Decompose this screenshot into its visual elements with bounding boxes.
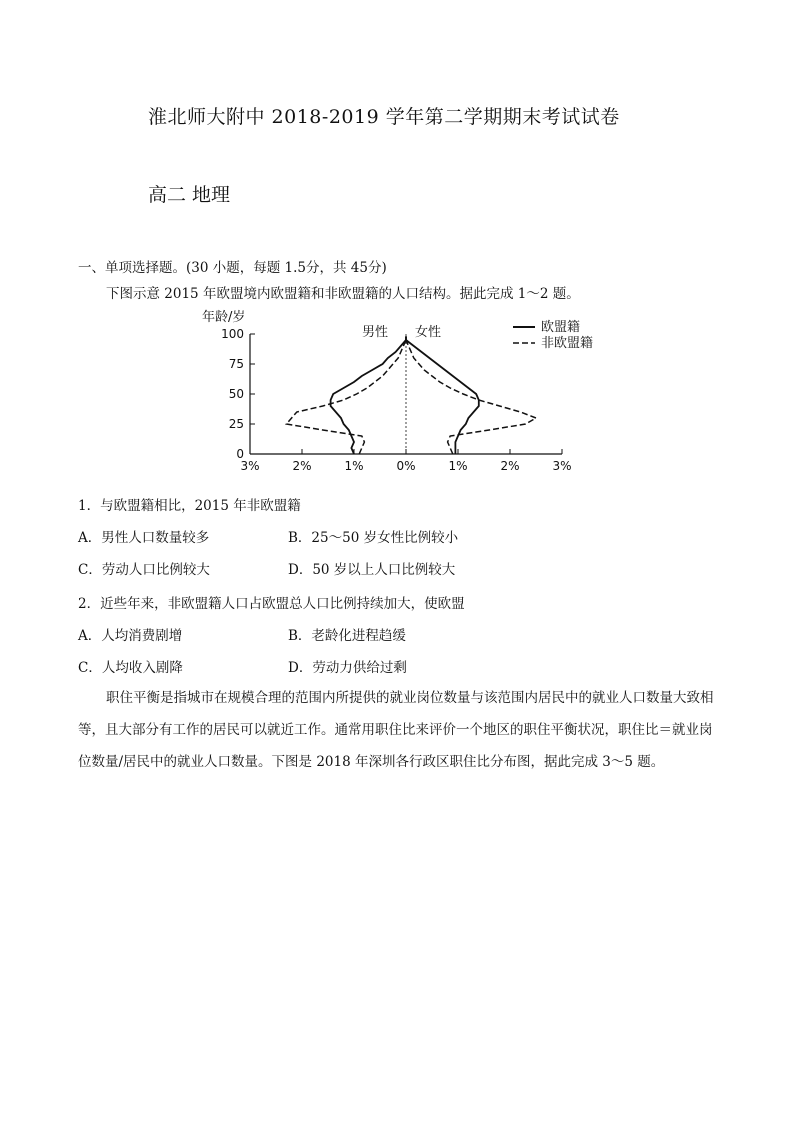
- population-pyramid-chart: [196, 306, 616, 476]
- y-tick-label: 50: [228, 387, 244, 401]
- question-2: 2．近些年来，非欧盟籍人口占欧盟总人口比例持续加大，使欧盟: [78, 596, 465, 612]
- q1-option-c: C．劳动人口比例较大: [78, 562, 210, 578]
- male-label: 男性: [362, 325, 389, 340]
- passage: [78, 682, 718, 778]
- series-line-eu-male: [331, 336, 406, 454]
- legend-noneu: 非欧盟籍: [541, 336, 594, 351]
- page-subtitle: 高二 地理: [148, 184, 231, 206]
- x-tick-label: 2%: [500, 459, 520, 473]
- x-tick-label: 2%: [292, 459, 312, 473]
- q2-option-c: C．人均收入剧降: [78, 660, 183, 676]
- passage-text: 职住平衡是指城市在规模合理的范围内所提供的就业岗位数量与该范围内居民中的就业人口数量大致相等，且大部分有工作的居民可以就近工作。通常用职住比来评价一个地区的职住平衡状况，职住比＝就业岗位数量/居民中的就业人口数量。下图是 2018 年深圳各行政区职住比分布图，据此完成 3～5 题。: [78, 690, 714, 770]
- x-tick-label: 1%: [344, 459, 364, 473]
- series-line-noneu-male: [286, 336, 406, 454]
- series-line-eu-female: [406, 336, 479, 454]
- x-tick-label: 0%: [396, 459, 416, 473]
- y-tick-label: 100: [221, 327, 244, 341]
- x-tick-label: 3%: [240, 459, 260, 473]
- q2-option-a: A．人均消费剧增: [78, 628, 183, 644]
- section-intro: 下图示意 2015 年欧盟境内欧盟籍和非欧盟籍的人口结构。据此完成 1～2 题。: [106, 286, 580, 302]
- q1-option-a: A．男性人口数量较多: [78, 530, 210, 546]
- section-heading: 一、单项选择题。(30 小题，每题 1.5分，共 45分): [78, 260, 387, 276]
- y-tick-label: 25: [228, 417, 244, 431]
- x-tick-label: 1%: [448, 459, 468, 473]
- female-label: 女性: [415, 325, 442, 340]
- q2-option-b: B．老龄化进程趋缓: [288, 628, 406, 644]
- legend-eu: 欧盟籍: [541, 320, 581, 335]
- x-tick-label: 3%: [552, 459, 572, 473]
- q1-option-d: D．50 岁以上人口比例较大: [288, 562, 456, 578]
- page-title: 淮北师大附中 2018-2019 学年第二学期期末考试试卷: [148, 106, 620, 128]
- question-1: 1．与欧盟籍相比，2015 年非欧盟籍: [78, 498, 301, 514]
- y-tick-label: 0: [236, 447, 244, 461]
- y-tick-label: 75: [228, 357, 244, 371]
- q1-option-b: B．25～50 岁女性比例较小: [288, 530, 459, 546]
- chart-ylabel: 年龄/岁: [202, 310, 246, 325]
- q2-option-d: D．劳动力供给过剩: [288, 660, 407, 676]
